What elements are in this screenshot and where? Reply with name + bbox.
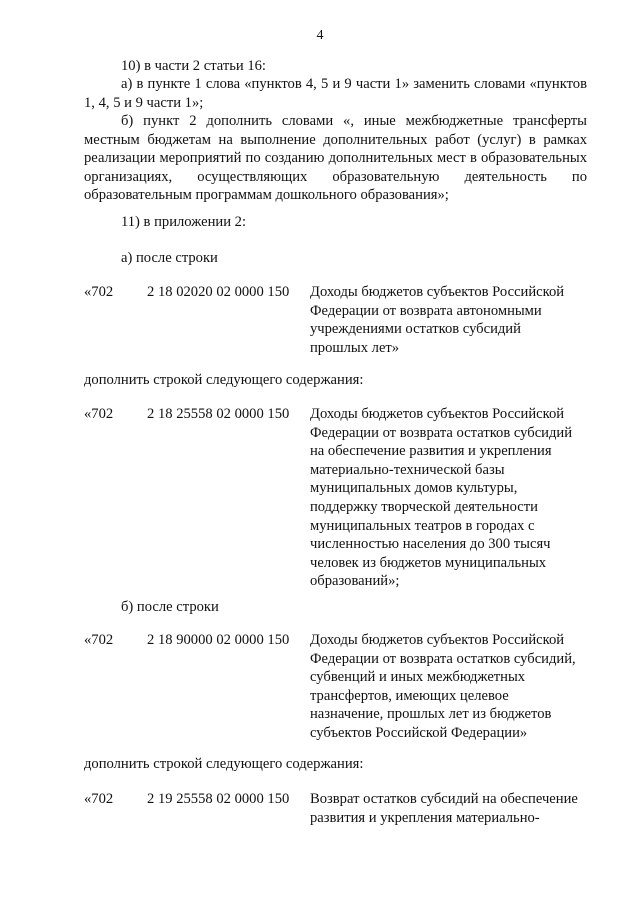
append-label: дополнить строкой следующего содержания: [84,372,364,388]
page-number: 4 [316,28,324,43]
description-line: на обеспечение развития и укрепления [310,443,552,460]
item-10-b-text: б) пункт 2 дополнить словами «, иные межбюджетные трансферты местным бюджетам на выполнение дополнительных работ (услуг) в рамках реализации мероприятий по созданию дополнительных мест в образовательных организациях, осуществляющих образовательную деятельность по образовательным программам дошкольного образования»; [84,113,587,204]
budget-code: 2 19 25558 02 0000 150 [147,791,290,807]
description-line: Доходы бюджетов субъектов Российской [310,406,565,422]
description-line: Федерации от возврата остатков субсидий, [310,650,576,667]
table-row [0,283,640,356]
row-description [310,405,600,591]
item-11-heading: 11) в приложении 2: [121,214,247,230]
append-label: дополнить строкой следующего содержания: [84,756,364,772]
description-line: образований»; [310,573,400,590]
description-line: учреждениями остатков субсидий [310,321,521,338]
table-row [0,631,640,741]
description-line: муниципальных театров в городах с [310,517,535,534]
description-line: поддержку творческой деятельности [310,498,538,515]
table-row [0,790,640,826]
description-line: субвенций и иных межбюджетных [310,669,526,686]
description-line: Доходы бюджетов субъектов Российской [310,632,565,648]
description-line: материально-технической базы [310,461,505,478]
description-line: Федерации от возврата остатков субсидий [310,424,573,441]
admin-code: «702 [84,406,114,422]
description-line: Возврат остатков субсидий на обеспечение [310,791,578,807]
description-line: развития и укрепления материально- [310,809,540,826]
item-11-a-label: а) после строки [121,250,218,266]
budget-code: 2 18 02020 02 0000 150 [147,284,290,300]
description-line: Доходы бюджетов субъектов Российской [310,284,565,300]
description-line: назначение, прошлых лет из бюджетов [310,706,552,723]
item-10-a-text: а) в пункте 1 слова «пунктов 4, 5 и 9 части 1» заменить словами «пунктов 1, 4, 5 и 9 части 1»; [84,76,587,111]
description-line: человек из бюджетов муниципальных [310,554,547,571]
budget-code: 2 18 25558 02 0000 150 [147,406,290,422]
item-10-heading: 10) в части 2 статьи 16: [121,58,266,74]
description-line: субъектов Российской Федерации» [310,724,528,741]
description-line: Федерации от возврата автономными [310,302,542,319]
row-description [310,283,600,357]
item-11-b-label: б) после строки [121,599,219,615]
description-line: трансфертов, имеющих целевое [310,687,509,704]
table-row [0,405,640,590]
row-description [310,790,600,827]
budget-code: 2 18 90000 02 0000 150 [147,632,290,648]
admin-code: «702 [84,284,114,300]
description-line: численностью населения до 300 тысяч [310,536,551,553]
description-line: прошлых лет» [310,339,400,356]
row-description [310,631,600,743]
admin-code: «702 [84,791,114,807]
admin-code: «702 [84,632,114,648]
description-line: муниципальных домов культуры, [310,480,518,497]
